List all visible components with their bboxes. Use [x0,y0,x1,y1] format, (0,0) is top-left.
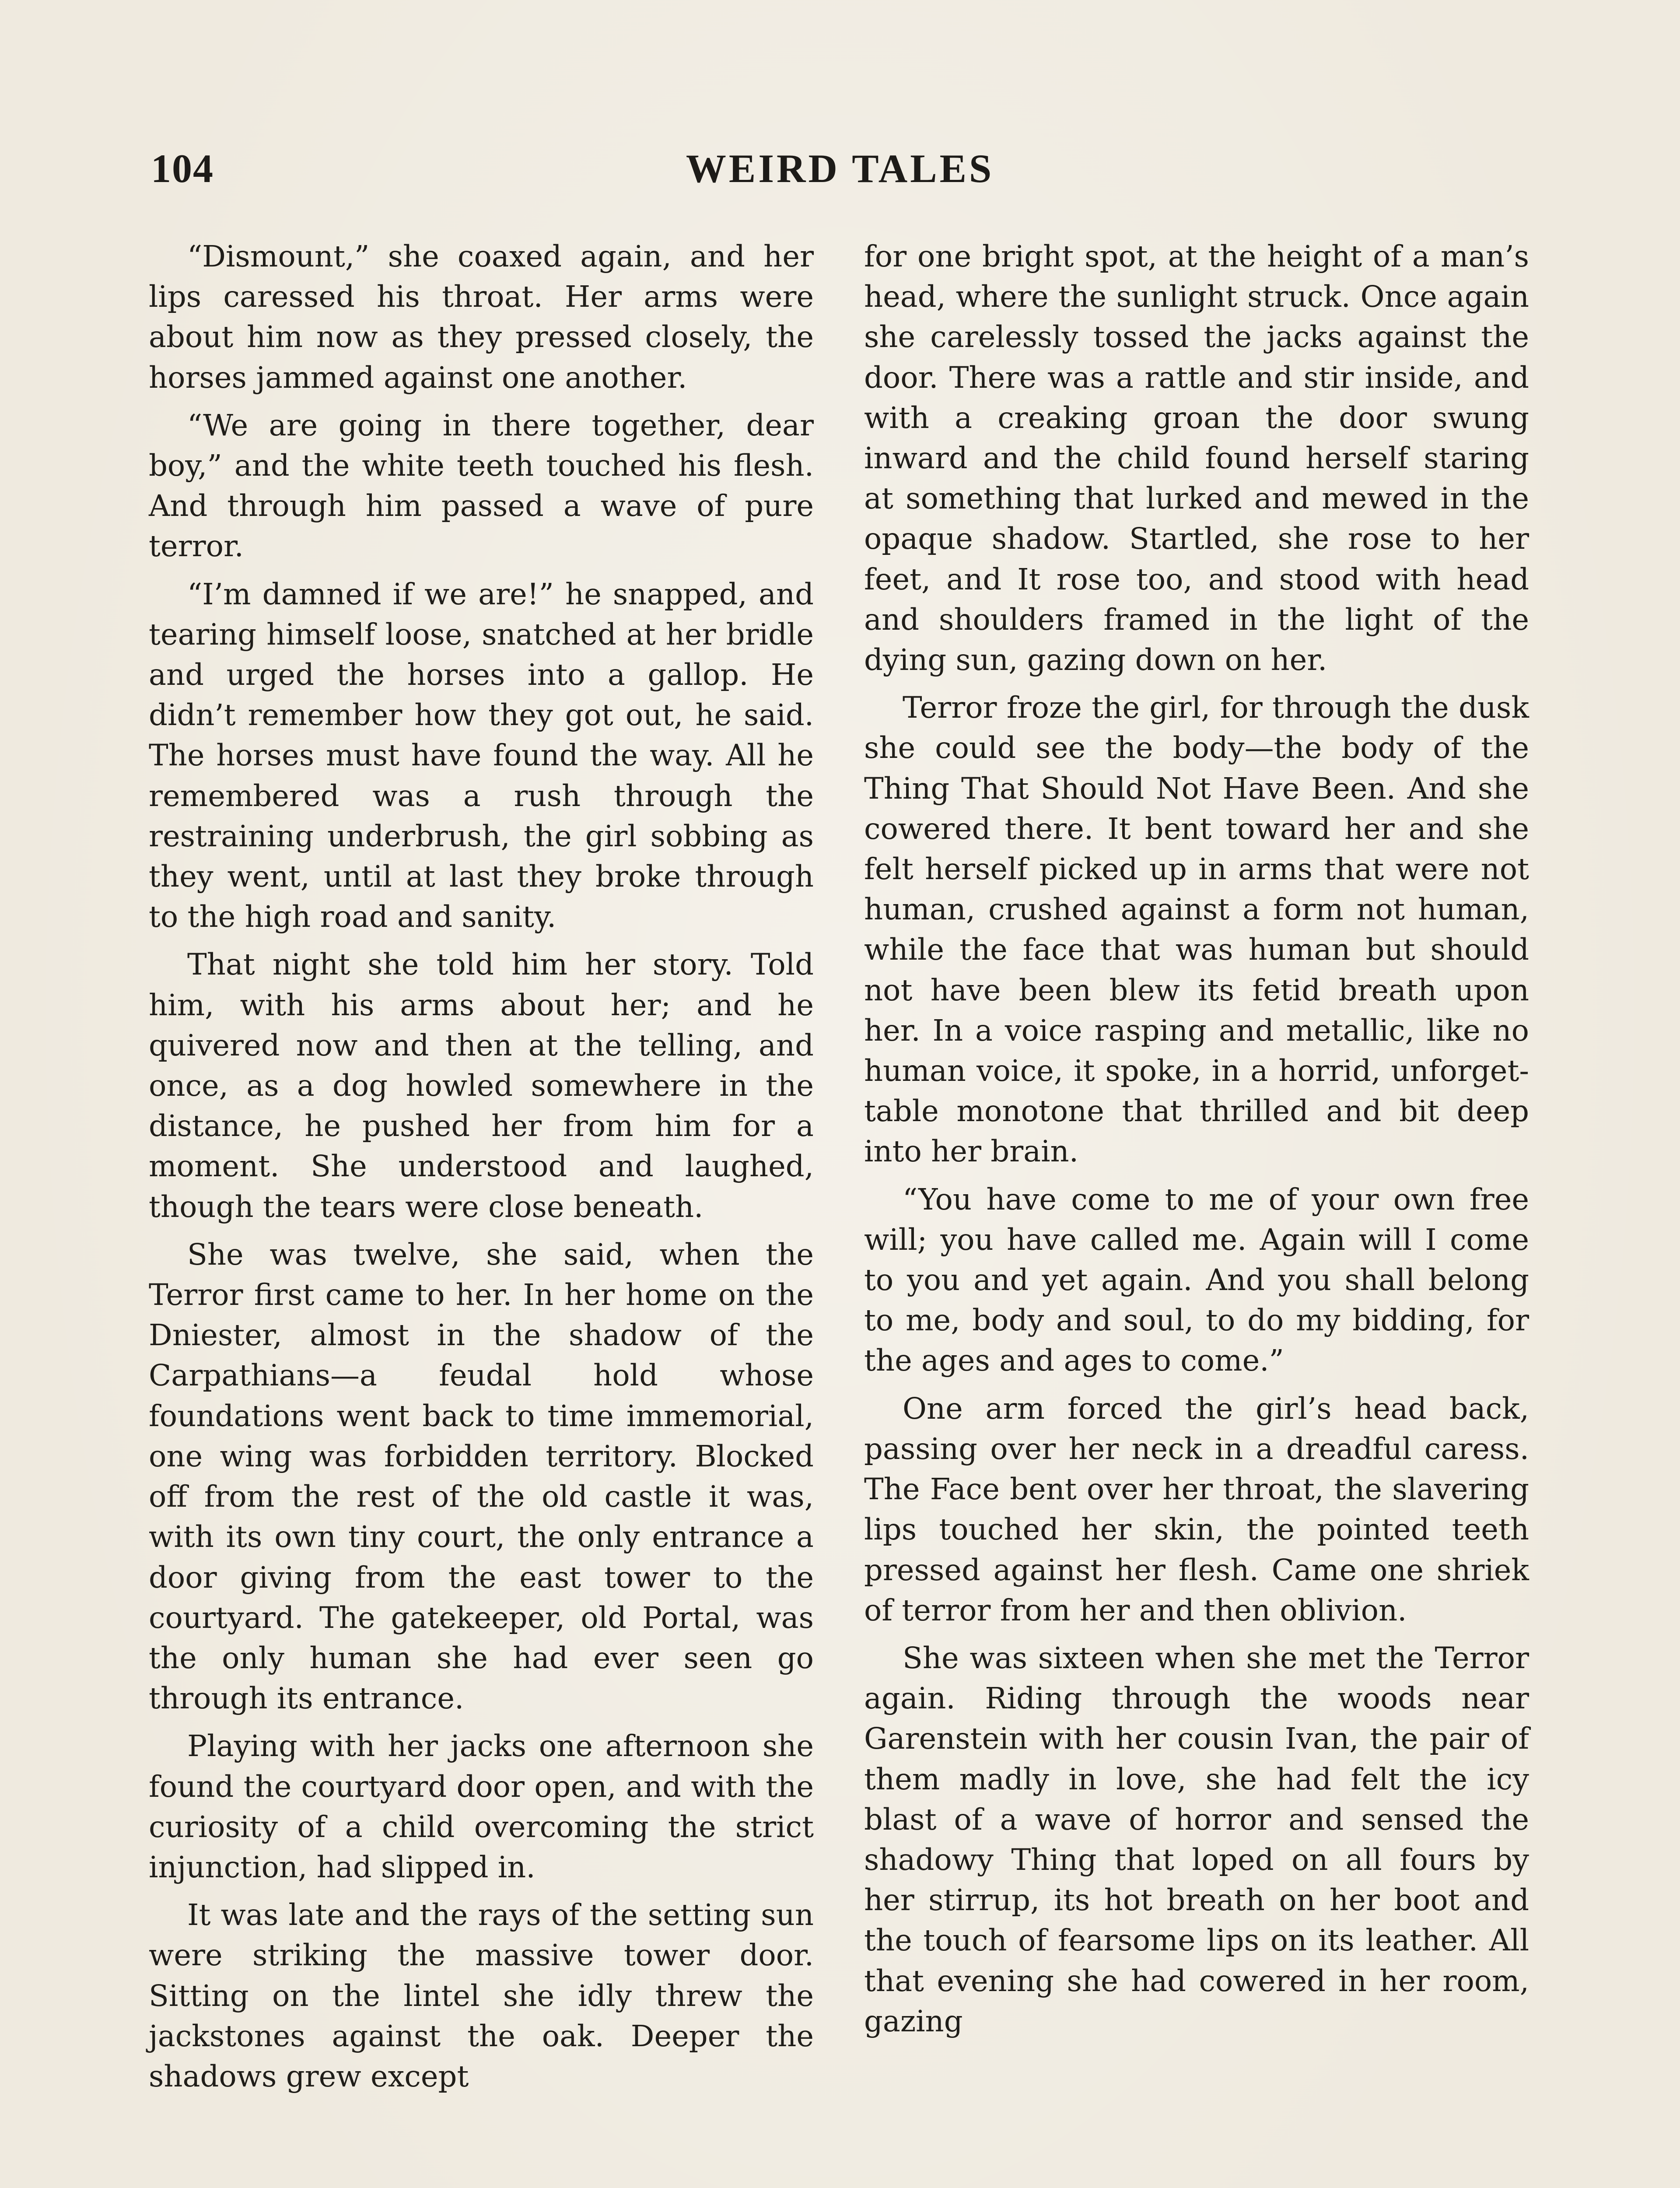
paragraph: “You have come to me of your own free will; you have called me. Again will I come to you and yet again. And you shall belong to me, body and soul, to do my bidding, for the ages and ages to come.” [864,1182,1529,1378]
paragraph: She was twelve, she said, when the Terror first came to her. In her home on the Dniester, almost in the shadow of the Carpathians—a feudal hold whose foundations went back to time immemorial, one wing was forbidden territory. Blocked off from the rest of the old castle it was, with its own tiny court, the only entrance a door giving from the east tower to the courtyard. The gatekeeper, old Portal, was the only human she had ever seen go through its entrance. [149,1237,814,1716]
paragraph: That night she told him her story. Told him, with his arms about her; and he quivered now and then at the telling, and once, as a dog howled somewhere in the distance, he pushed her from him for a moment. She understood and laughed, though the tears were close beneath. [149,947,814,1224]
text-column-right [864,236,1529,2049]
paragraph: One arm forced the girl’s head back, passing over her neck in a dreadful caress. The Face bent over her throat, the slavering lips touched her skin, the pointed teeth pressed against her flesh. Came one shriek of terror from her and then oblivion. [864,1391,1529,1627]
paragraph: “Dismount,” she coaxed again, and her lips caressed his throat. Her arms were about him now as they pressed closely, the horses jammed against one another. [149,239,814,395]
paragraph: She was sixteen when she met the Terror again. Riding through the woods near Garenstein with her cousin Ivan, the pair of them madly in love, she had felt the icy blast of a wave of horror and sensed the shadowy Thing that loped on all fours by her stirrup, its hot breath on her boot and the touch of fearsome lips on its leather. All that evening she had cowered in her room, gazing [864,1641,1529,2038]
paragraph: Playing with her jacks one afternoon she found the courtyard door open, and with the curiosity of a child overcoming the strict injunction, had slipped in. [149,1729,814,1884]
text-column-left [149,236,814,2104]
running-title: WEIRD TALES [686,146,994,191]
paragraph: Terror froze the girl, for through the dusk she could see the body—the body of the Thing That Should Not Have Been. And she cowered there. It bent toward her and she felt herself picked up in arms that were not human, crushed against a form not human, while the face that was human but should not have been blew its fetid breath upon her. In a voice rasping and metallic, like no human voice, it spoke, in a horrid, unforgettable monotone that thrilled and bit deep into her brain. [864,691,1529,1169]
paragraph-continued: for one bright spot, at the height of a man’s head, where the sunlight struck. Once again she carelessly tossed the jacks against the door. There was a rattle and stir inside, and with a creaking groan the door swung inward and the child found herself staring at something that lurked and mewed in the opaque shadow. Startled, she rose to her feet, and It rose too, and stood with head and shoulders framed in the light of the dying sun, gazing down on her. [864,239,1529,677]
page-number: 104 [151,146,214,191]
paragraph: It was late and the rays of the setting sun were striking the massive tower door. Sitting on the lintel she idly threw the jackstones against the oak. Deeper the shadows grew except [149,1898,814,2093]
paragraph: “We are going in there together, dear boy,” and the white teeth touched his flesh. And through him passed a wave of pure terror. [149,408,814,564]
paragraph: “I’m damned if we are!” he snapped, and tearing himself loose, snatched at her bridle and urged the horses into a gallop. He didn’t remember how they got out, he said. The horses must have found the way. All he remembered was a rush through the restraining underbrush, the girl sobbing as they went, until at last they broke through to the high road and sanity. [149,577,814,934]
page-header [151,145,1529,193]
